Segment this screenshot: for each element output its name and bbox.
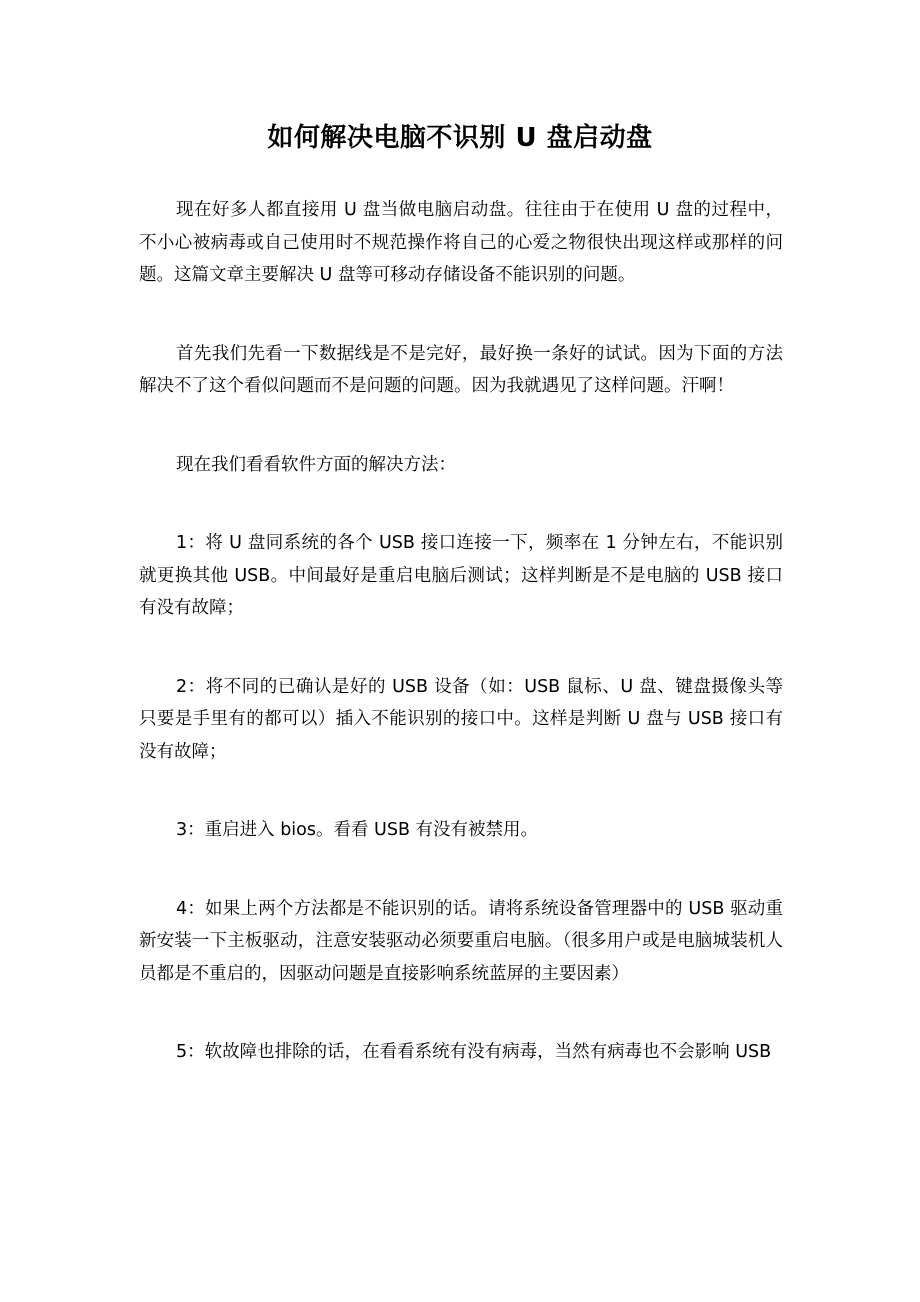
paragraph-cable-check: 首先我们先看一下数据线是不是完好，最好换一条好的试试。因为下面的方法解决不了这个看似问题而不是问题的问题。因为我就遇见了这样问题。汗啊！ (139, 343, 783, 396)
page-title: 如何解决电脑不识别 U 盘启动盘 (267, 123, 653, 153)
paragraph-software-methods: 现在我们看看软件方面的解决方法： (176, 454, 456, 475)
paragraph-step-1: 1：将 U 盘同系统的各个 USB 接口连接一下，频率在 1 分钟左右，不能识别就更换其他 USB。中间最好是重启电脑后测试；这样判断是不是电脑的 USB 接口有没有故障； (139, 533, 783, 618)
paragraph-intro: 现在好多人都直接用 U 盘当做电脑启动盘。往往由于在使用 U 盘的过程中，不小心被病毒或自己使用时不规范操作将自己的心爱之物很快出现这样或那样的问题。这篇文章主要解决 U 盘等可移动存储设备不能识别的问题。 (139, 200, 783, 285)
document-body (139, 194, 783, 1115)
paragraph-step-3: 3：重启进入 bios。看看 USB 有没有被禁用。 (176, 820, 539, 840)
paragraph-step-4: 4：如果上两个方法都是不能识别的话。请将系统设备管理器中的 USB 驱动重新安装一下主板驱动，注意安装驱动必须要重启电脑。（很多用户或是电脑城装机人员都是不重启的，因驱动问题是直接影响系统蓝屏的主要因素） (139, 898, 783, 984)
paragraph-step-2: 2：将不同的已确认是好的 USB 设备（如：USB 鼠标、U 盘、键盘摄像头等只要是手里有的都可以）插入不能识别的接口中。这样是判断 U 盘与 USB 接口有没有故障； (139, 676, 783, 762)
paragraph-step-5: 5：软故障也排除的话，在看看系统有没有病毒，当然有病毒也不会影响 USB (176, 1042, 772, 1062)
